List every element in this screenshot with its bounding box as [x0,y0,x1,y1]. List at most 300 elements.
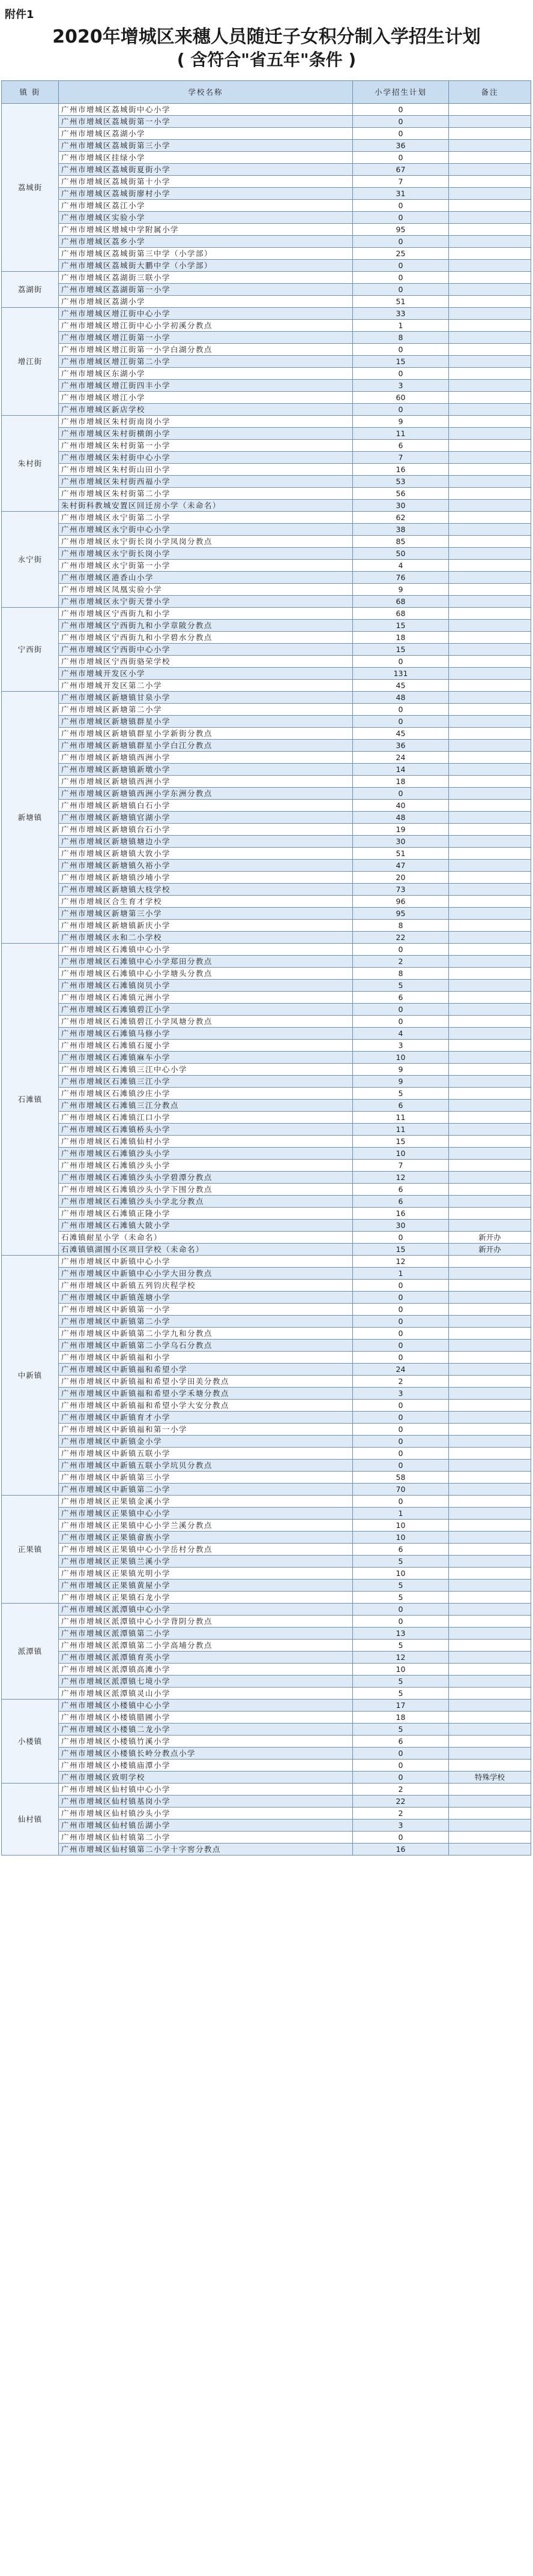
table-row [2,1364,531,1376]
table-row [2,440,531,452]
quota-cell: 33 [353,308,449,320]
quota-cell: 76 [353,572,449,584]
school-name-cell: 广州市增城区石滩镇三江小学 [59,1076,353,1088]
school-name-cell: 广州市增城区中新镇福和希望小学田美分教点 [59,1376,353,1388]
note-cell [449,608,531,620]
table-row [2,1340,531,1352]
quota-cell: 11 [353,1112,449,1124]
quota-cell: 2 [353,1784,449,1796]
note-cell [449,452,531,464]
table-row [2,1652,531,1664]
note-cell [449,1580,531,1592]
table-row [2,656,531,668]
quota-cell: 18 [353,1712,449,1724]
note-cell [449,776,531,788]
table-row [2,1508,531,1520]
quota-cell: 0 [353,788,449,800]
table-row [2,1616,531,1628]
table-row [2,968,531,980]
table-row [2,1796,531,1808]
school-name-cell: 广州市增城区石滩镇三江分教点 [59,1100,353,1112]
school-name-cell: 广州市增城区石滩镇石厦小学 [59,1040,353,1052]
school-name-cell: 广州市增城区新塘镇西洲小学东洲分教点 [59,788,353,800]
quota-cell: 0 [353,1460,449,1472]
document-subtitle: ( 含符合"省五年"条件 ) [176,50,357,70]
school-name-cell: 广州市增城区朱村街南岗小学 [59,416,353,428]
quota-cell: 18 [353,776,449,788]
table-row [2,1052,531,1064]
note-cell [449,308,531,320]
table-row [2,428,531,440]
note-cell [449,236,531,248]
table-row [2,1148,531,1160]
note-cell [449,1628,531,1640]
note-cell [449,1712,531,1724]
quota-cell: 7 [353,452,449,464]
school-name-cell: 广州市增城区增城中学附属小学 [59,224,353,236]
school-name-cell: 广州市增城区朱村街西福小学 [59,476,353,488]
note-cell [449,1724,531,1736]
school-name-cell: 广州市增城区正果镇中心小学岳村分教点 [59,1544,353,1556]
table-row [2,272,531,284]
table-row [2,1844,531,1856]
school-name-cell: 广州市增城区正果镇黄屋小学 [59,1580,353,1592]
table-row [2,260,531,272]
school-name-cell: 广州市增城区正果镇畲族小学 [59,1532,353,1544]
quota-cell: 16 [353,1844,449,1856]
document-title: 2020年增城区来穗人员随迁子女积分制入学招生计划 [52,26,481,47]
note-cell [449,1616,531,1628]
table-row [2,1604,531,1616]
table-row [2,320,531,332]
note-cell [449,812,531,824]
table-row [2,1376,531,1388]
quota-cell: 0 [353,284,449,296]
school-name-cell: 广州市增城区正果镇金溪小学 [59,1496,353,1508]
note-cell [449,524,531,536]
quota-cell: 0 [353,1412,449,1424]
note-cell [449,1388,531,1400]
note-cell [449,1412,531,1424]
note-cell [449,488,531,500]
school-name-cell: 广州市增城区新塘镇群星小学 [59,716,353,728]
appendix-label: 附件1 [5,8,34,21]
note-cell [449,824,531,836]
table-row [2,1268,531,1280]
table-row [2,584,531,596]
quota-cell: 48 [353,692,449,704]
quota-cell: 0 [353,716,449,728]
note-cell [449,1172,531,1184]
town-cell: 派潭镇 [2,1604,59,1700]
school-name-cell: 广州市增城区小楼镇长岭分教点小学 [59,1748,353,1760]
note-cell [449,1316,531,1328]
table-row [2,1748,531,1760]
school-name-cell: 广州市增城区朱村街横朗小学 [59,428,353,440]
school-name-cell: 广州市增城区派潭镇灵山小学 [59,1688,353,1700]
school-name-cell: 广州市增城区增江街中心小学初溪分教点 [59,320,353,332]
school-name-cell: 广州市增城区新塘镇大敦小学 [59,848,353,860]
note-cell [449,212,531,224]
note-cell [449,224,531,236]
table-row [2,740,531,752]
quota-cell: 1 [353,1268,449,1280]
note-cell [449,1832,531,1844]
note-cell [449,584,531,596]
school-name-cell: 广州市增城区仙村镇基岗小学 [59,1796,353,1808]
table-row [2,1568,531,1580]
school-name-cell: 广州市增城区朱村街山田小学 [59,464,353,476]
note-cell [449,1124,531,1136]
table-row [2,560,531,572]
school-name-cell: 广州市增城区宁西街骆荣学校 [59,656,353,668]
school-name-cell: 广州市增城区荔城街夏街小学 [59,164,353,176]
quota-cell: 5 [353,980,449,992]
school-name-cell: 广州市增城区派潭镇第二小学高埔分教点 [59,1640,353,1652]
school-name-cell: 广州市增城区正果镇中心小学兰溪分教点 [59,1520,353,1532]
school-name-cell: 广州市增城区荔城街大鹏中学（小学部） [59,260,353,272]
school-name-cell: 广州市增城区中新镇金小学 [59,1436,353,1448]
quota-cell: 45 [353,728,449,740]
note-cell [449,272,531,284]
school-name-cell: 广州市增城区永宁街中心小学 [59,524,353,536]
quota-cell: 0 [353,704,449,716]
note-cell [449,380,531,392]
note-cell [449,1004,531,1016]
table-row [2,1496,531,1508]
table-row [2,1736,531,1748]
quota-cell: 18 [353,632,449,644]
quota-cell: 51 [353,848,449,860]
table-row [2,1532,531,1544]
table-row [2,380,531,392]
school-name-cell: 广州市增城区荔湖街三联小学 [59,272,353,284]
school-name-cell: 广州市增城开发区小学 [59,668,353,680]
quota-cell: 0 [353,944,449,956]
note-cell [449,884,531,896]
table-row [2,776,531,788]
table-row [2,536,531,548]
school-name-cell: 广州市增城区永宁街长岗小学 [59,548,353,560]
note-cell [449,512,531,524]
quota-cell: 15 [353,644,449,656]
school-name-cell: 广州市增城区石滩镇碧江小学 [59,1004,353,1016]
quota-cell: 0 [353,200,449,212]
note-cell [449,356,531,368]
note-cell [449,908,531,920]
note-cell [449,284,531,296]
table-row [2,308,531,320]
school-name-cell: 广州市增城区正果镇石龙小学 [59,1592,353,1604]
note-cell [449,1040,531,1052]
table-row [2,1400,531,1412]
quota-cell: 47 [353,860,449,872]
note-cell [449,1424,531,1436]
school-name-cell: 广州市增城区中新镇福和小学 [59,1352,353,1364]
note-cell [449,1784,531,1796]
quota-cell: 0 [353,1280,449,1292]
table-row [2,1556,531,1568]
note-cell [449,1676,531,1688]
table-row [2,356,531,368]
school-name-cell: 广州市增城区新塘镇新墩小学 [59,764,353,776]
town-cell: 小楼镇 [2,1700,59,1784]
note-cell [449,656,531,668]
quota-cell: 5 [353,1688,449,1700]
quota-cell: 6 [353,1736,449,1748]
table-row [2,104,531,116]
school-name-cell: 广州市增城区石滩镇桥头小学 [59,1124,353,1136]
school-name-cell: 广州市增城区石滩镇仙村小学 [59,1136,353,1148]
table-row [2,1712,531,1724]
quota-cell: 6 [353,1196,449,1208]
school-name-cell: 广州市增城区致明学校 [59,1772,353,1784]
quota-cell: 15 [353,356,449,368]
school-name-cell: 广州市增城区仙村镇第二小学 [59,1832,353,1844]
quota-cell: 5 [353,1580,449,1592]
table-row [2,1232,531,1244]
quota-cell: 0 [353,404,449,416]
quota-cell: 4 [353,1028,449,1040]
table-row [2,1184,531,1196]
school-name-cell: 广州市增城区小楼镇二龙小学 [59,1724,353,1736]
note-cell [449,1136,531,1148]
table-row [2,1664,531,1676]
school-name-cell: 广州市增城区新塘镇西洲小学 [59,776,353,788]
note-cell [449,1796,531,1808]
quota-cell: 10 [353,1664,449,1676]
quota-cell: 31 [353,188,449,200]
quota-cell: 9 [353,416,449,428]
table-row [2,1040,531,1052]
school-name-cell: 广州市增城区仙村镇岳湖小学 [59,1820,353,1832]
school-name-cell: 广州市增城区东湖小学 [59,368,353,380]
school-name-cell: 广州市增城区小楼镇竹溪小学 [59,1736,353,1748]
town-cell: 正果镇 [2,1496,59,1604]
school-name-cell: 广州市增城区派潭镇高滩小学 [59,1664,353,1676]
table-row [2,824,531,836]
quota-cell: 0 [353,344,449,356]
table-row [2,1292,531,1304]
table-row [2,1196,531,1208]
town-cell: 朱村街 [2,416,59,512]
quota-cell: 15 [353,620,449,632]
note-cell [449,860,531,872]
note-cell [449,1268,531,1280]
school-name-cell: 广州市增城区仙村镇沙头小学 [59,1808,353,1820]
note-cell [449,1544,531,1556]
note-cell [449,188,531,200]
table-row [2,728,531,740]
table-row [2,1136,531,1148]
quota-cell: 48 [353,812,449,824]
quota-cell: 3 [353,1820,449,1832]
note-cell [449,500,531,512]
note-cell [449,368,531,380]
note-cell [449,1256,531,1268]
table-row [2,1172,531,1184]
school-name-cell: 广州市增城区宁西街中心小学 [59,644,353,656]
table-row [2,1772,531,1784]
quota-cell: 0 [353,1616,449,1628]
table-row [2,224,531,236]
quota-cell: 6 [353,1184,449,1196]
school-name-cell: 广州市增城区石滩镇沙头小学 [59,1148,353,1160]
note-cell [449,1220,531,1232]
school-name-cell: 广州市增城区石滩镇中心小学 [59,944,353,956]
note-cell [449,992,531,1004]
school-name-cell: 广州市增城区挂绿小学 [59,152,353,164]
quota-cell: 13 [353,1628,449,1640]
note-cell [449,1292,531,1304]
school-name-cell: 广州市增城区朱村街中心小学 [59,452,353,464]
note-cell [449,1532,531,1544]
note-cell [449,1568,531,1580]
quota-cell: 56 [353,488,449,500]
table-row [2,1676,531,1688]
table-row [2,344,531,356]
town-cell: 中新镇 [2,1256,59,1496]
town-cell: 宁西街 [2,608,59,692]
quota-cell: 0 [353,1004,449,1016]
quota-cell: 0 [353,260,449,272]
quota-cell: 30 [353,836,449,848]
quota-cell: 2 [353,956,449,968]
quota-cell: 22 [353,932,449,944]
school-name-cell: 广州市增城区新塘镇群星小学白江分教点 [59,740,353,752]
enrollment-table [1,80,531,1856]
school-name-cell: 广州市增城区朱村街第一小学 [59,440,353,452]
school-name-cell: 广州市增城区新塘镇台石小学 [59,824,353,836]
note-cell [449,1844,531,1856]
quota-cell: 36 [353,740,449,752]
quota-cell: 0 [353,656,449,668]
quota-cell: 0 [353,1424,449,1436]
quota-cell: 96 [353,896,449,908]
table-row [2,836,531,848]
table-row [2,164,531,176]
note-cell [449,752,531,764]
quota-cell: 17 [353,1700,449,1712]
table-row [2,128,531,140]
school-name-cell: 广州市增城区永宁街天誉小学 [59,596,353,608]
quota-cell: 0 [353,128,449,140]
town-cell: 石滩镇 [2,944,59,1256]
quota-cell: 9 [353,1064,449,1076]
note-cell [449,1340,531,1352]
school-name-cell: 广州市增城区新塘镇官湖小学 [59,812,353,824]
quota-cell: 25 [353,248,449,260]
note-cell [449,1280,531,1292]
note-cell [449,560,531,572]
school-name-cell: 广州市增城区小楼镇中心小学 [59,1700,353,1712]
quota-cell: 5 [353,1640,449,1652]
table-row [2,452,531,464]
quota-cell: 0 [353,152,449,164]
school-name-cell: 广州市增城区新塘镇塘边小学 [59,836,353,848]
table-row [2,392,531,404]
school-name-cell: 广州市增城区永宁街长岗小学凤岗分教点 [59,536,353,548]
school-name-cell: 广州市增城区增江街第一小学 [59,332,353,344]
table-row [2,860,531,872]
quota-cell: 10 [353,1052,449,1064]
table-row [2,1544,531,1556]
note-cell [449,680,531,692]
note-cell [449,692,531,704]
quota-cell: 51 [353,296,449,308]
school-name-cell: 广州市增城区新塘镇西洲小学 [59,752,353,764]
note-cell [449,980,531,992]
table-row [2,1160,531,1172]
table-row [2,1208,531,1220]
quota-cell: 2 [353,1376,449,1388]
quota-cell: 12 [353,1256,449,1268]
note-cell [449,116,531,128]
quota-cell: 10 [353,1148,449,1160]
school-name-cell: 广州市增城区中新镇福和第一小学 [59,1424,353,1436]
table-row [2,1580,531,1592]
table-row [2,1076,531,1088]
note-cell [449,716,531,728]
school-name-cell: 广州市增城区派潭镇第二小学 [59,1628,353,1640]
school-name-cell: 广州市增城区新塘镇群星小学新街分教点 [59,728,353,740]
header-quota: 小学招生计划 [353,81,449,104]
quota-cell: 85 [353,536,449,548]
table-row [2,500,531,512]
note-cell [449,932,531,944]
quota-cell: 68 [353,608,449,620]
table-row [2,764,531,776]
school-name-cell: 广州市增城区石滩镇沙庄小学 [59,1088,353,1100]
table-row [2,1628,531,1640]
note-cell [449,1700,531,1712]
quota-cell: 10 [353,1520,449,1532]
town-cell: 荔湖街 [2,272,59,308]
note-cell [449,548,531,560]
school-name-cell: 广州市增城区凤凰实验小学 [59,584,353,596]
quota-cell: 5 [353,1556,449,1568]
note-cell [449,332,531,344]
school-name-cell: 广州市增城区荔湖小学 [59,296,353,308]
note-cell [449,1664,531,1676]
table-row [2,1100,531,1112]
quota-cell: 7 [353,1160,449,1172]
school-name-cell: 广州市增城区石滩镇中心小学塘头分教点 [59,968,353,980]
table-row [2,1808,531,1820]
school-name-cell: 广州市增城区增江街第二小学 [59,356,353,368]
enrollment-table-wrapper [1,80,531,1856]
table-row [2,932,531,944]
note-cell [449,440,531,452]
note-cell [449,536,531,548]
table-body [2,104,531,1856]
school-name-cell: 广州市增城区石滩镇马修小学 [59,1028,353,1040]
school-name-cell: 广州市增城区石滩镇元洲小学 [59,992,353,1004]
school-name-cell: 广州市增城区新塘第三小学 [59,908,353,920]
table-row [2,632,531,644]
table-header-row [2,81,531,104]
quota-cell: 6 [353,1100,449,1112]
quota-cell: 30 [353,500,449,512]
quota-cell: 0 [353,1604,449,1616]
table-row [2,920,531,932]
school-name-cell: 石滩镇镇湖围小区项目学校（未命名） [59,1244,353,1256]
school-name-cell: 广州市增城区新塘镇甘泉小学 [59,692,353,704]
school-name-cell: 广州市增城区中新镇福和希望小学 [59,1364,353,1376]
table-row [2,488,531,500]
school-name-cell: 广州市增城区中新镇五列钧庆程学校 [59,1280,353,1292]
table-row [2,1460,531,1472]
